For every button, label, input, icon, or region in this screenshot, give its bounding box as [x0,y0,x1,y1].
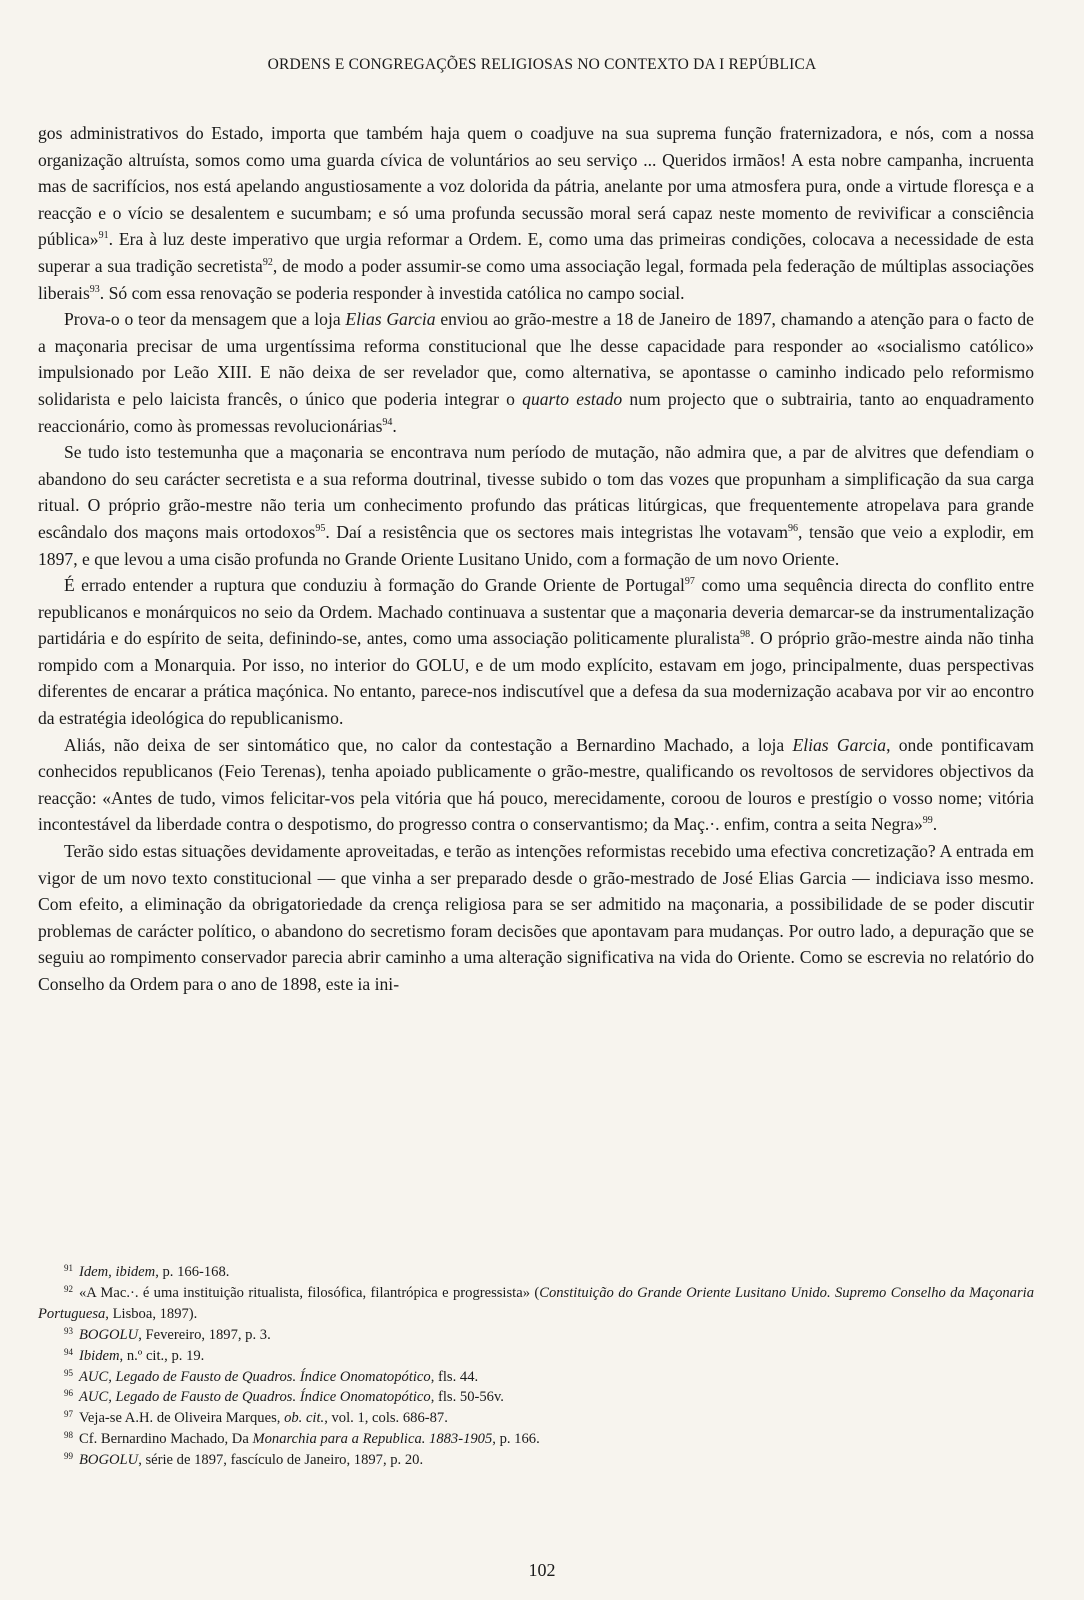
text-run: , p. 166-168. [155,1264,230,1280]
text-run: . Só com essa renovação se poderia responder à investida católica no campo social. [99,282,685,303]
text-run: . Era à luz deste imperativo que urgia reformar a Ordem. E, como uma das primeiras condições, colocava a necessidade de esta superar a sua tradição secretista [38,229,1034,276]
italic-text: Ibidem [79,1347,120,1364]
italic-text: Monarchia para a Republica. 1883-1905 [252,1431,493,1448]
text-run: , fls. 44. [430,1368,479,1385]
text-run: , fls. 50-56v. [430,1389,504,1406]
italic-text: AUC, Legado de Fausto de Quadros. Índice Onomatopótico [79,1368,431,1385]
text-run: Veja-se A.H. de Oliveira Marques, [79,1410,285,1427]
text-run: É errado entender a ruptura que conduziu à formação do Grande Oriente de Portugal [64,575,685,596]
italic-text: BOGOLU [79,1452,139,1469]
text-run: , n.º cit., p. 19. [119,1347,205,1364]
text-run: . [932,814,938,835]
text-run: Prova-o o teor da mensagem que a loja [64,309,346,330]
italic-text: AUC, Legado de Fausto de Quadros. Índice Onomatopótico [79,1389,431,1406]
text-run: num projecto que o subtrairia, tanto ao enquadramento reaccionário, como às promessas revolucionárias [38,388,1034,436]
footnote-ref: 93 [89,283,100,295]
text-run: «A Mac.·. é uma instituição ritualista, filosófica, filantrópica e progressista» ( [79,1284,540,1301]
footnote-ref: 99 [922,815,933,827]
italic-text: BOGOLU [79,1326,139,1343]
footnote [38,1429,1034,1450]
footnote-ref: 94 [382,416,393,428]
text-run: , tensão que veio a explodir, em 1897, e que levou a uma cisão profunda no Grande Oriente Lusitano Unido, com a formação de um novo Oriente. [38,521,1034,569]
italic-text: Constituição do Grande Oriente Lusitano Unido. Supremo Conselho da Maçonaria Portuguesa [38,1284,1034,1322]
footnote-number: 94 [64,1346,73,1357]
running-head: ORDENS E CONGREGAÇÕES RELIGIOSAS NO CONTEXTO DA I REPÚBLICA [267,56,817,73]
paragraph [38,439,1034,572]
text-run: como uma sequência directa do conflito entre republicanos e monárquicos no seio da Ordem. Machado continuava a sustentar que a maçonaria deveria demarcar-se da instrumentalização partidária e do espírito de seita, definindo-se, antes, como uma associação politicamente pluralista [38,575,1035,649]
body-text [38,120,1034,998]
footnote-number: 99 [64,1451,73,1462]
text-run: , Lisboa, 1897). [105,1305,198,1322]
paragraph [38,732,1034,838]
footnote [38,1367,1034,1388]
text-run: gos administrativos do Estado, importa que também haja quem o coadjuve na sua suprema função fraternizadora, e nós, com a nossa organização altruísta, somos como uma guarda cívica de voluntários ao seu serviço ... Queridos irmãos! A esta nobre campanha, incruenta mas de sacrifícios, nos está apelando angustiosamente a voz dolorida da pátria, anelante por uma atmosfera pura, onde a virtude floresça e a reacção e o vício se desalentem e sucumbam; e só uma profunda secussão moral será capaz neste momento de revivificar a consciência pública» [38,123,1034,250]
text-run: , de modo a poder assumir-se como uma associação legal, formada pela federação de múltiplas associações liberais [38,255,1034,303]
paragraph [38,120,1034,306]
footnote-number: 98 [64,1430,73,1441]
footnote-number: 92 [64,1283,73,1294]
footnote [38,1283,1034,1325]
footnote-ref: 95 [315,522,326,534]
text-run: Terão sido estas situações devidamente aproveitadas, e terão as intenções reformistas recebido uma efectiva concretização? A entrada em vigor de um novo texto constitucional — que vinha a ser preparado desde o grão-mestrado de José Elias Garcia — indiciava isso mesmo. Com efeito, a eliminação da obrigatoriedade da crença religiosa para se ser admitido na maçonaria, a possibilidade de se poder discutir problemas de carácter político, o abandono do secretismo foram decisões que apontavam para mudanças. Por outro lado, a depuração que se seguiu ao rompimento conservador parecia abrir caminho a uma alteração significativa na vida do Oriente. Como se escrevia no relatório do Conselho da Ordem para o ano de 1898, este ia ini- [38,841,1034,994]
footnote-ref: 97 [684,576,695,588]
footnote-ref: 96 [788,522,799,534]
footnotes [38,1262,1034,1471]
text-run: , vol. 1, cols. 686-87. [324,1410,448,1427]
footnote [38,1408,1034,1429]
footnote [38,1450,1034,1471]
footnote-ref: 92 [262,256,273,268]
text-run: Cf. Bernardino Machado, Da [79,1431,253,1448]
page-number: 102 [528,1560,556,1580]
footnote [38,1262,1034,1283]
paragraph [38,838,1034,998]
text-run: . Daí a resistência que os sectores mais integristas lhe votavam [325,521,789,542]
text-run: . [392,415,397,436]
text-run: , onde pontificavam conhecidos republicanos (Feio Terenas), tenha apoiado publicamente o grão-mestre, qualificando os revoltosos de servidores objectivos da reacção: «Antes de tudo, vimos felicitar-vos pela vitória que há pouco, merecidamente, coroou de louros e prestígio o vosso nome; vitória incontestável da liberdade contra o despotismo, do progresso contra o conservantismo; da Maç.·. enfim, contra a seita Negra» [38,734,1034,835]
paragraph [38,306,1034,439]
text-run: enviou ao grão-mestre a 18 de Janeiro de 1897, chamando a atenção para o facto de a maçonaria precisar de uma urgentíssima reforma constitucional que lhe desse capacidade para responder ao «socialismo católico» impulsionado por Leão XIII. E não deixa de ser revelador que, como alternativa, se apontasse o caminho indicado pelo reformismo solidarista e pelo laicista francês, o único que poderia integrar o [38,309,1034,409]
footnote-number: 97 [64,1409,73,1420]
footnote [38,1325,1034,1346]
paragraph [38,572,1034,732]
text-run: Se tudo isto testemunha que a maçonaria se encontrava num período de mutação, não admira que, a par de alvitres que defendiam o abandono do seu carácter secretista e a sua reforma doutrinal, tivesse subido o tom das vozes que propunham a simplificação da sua carga ritual. O próprio grão-mestre não teria um conhecimento profundo das práticas litúrgicas, que frequentemente atropelava para grande escândalo dos maçons mais ortodoxos [38,442,1034,542]
footnote-ref: 98 [740,629,751,641]
footnote [38,1346,1034,1367]
italic-text: ob. cit. [284,1410,325,1427]
text-run: Aliás, não deixa de ser sintomático que, no calor da contestação a Bernardino Machado, a loja [64,734,793,755]
text-run: , Fevereiro, 1897, p. 3. [138,1326,271,1343]
text-run: , p. 166. [492,1431,540,1448]
italic-text: quarto estado [522,388,623,409]
footnote-number: 91 [64,1263,73,1273]
footnote-number: 96 [64,1388,73,1399]
italic-text: Elias Garcia [345,309,436,330]
italic-text: Idem, ibidem [79,1264,156,1280]
footnote [38,1387,1034,1408]
text-run: . O próprio grão-mestre ainda não tinha rompido com a Monarquia. Por isso, no interior do GOLU, e de um modo explícito, estavam em jogo, principalmente, duas perspectivas diferentes de encarar a prática maçónica. No entanto, parece-nos indiscutível que a defesa da sua modernização acabava por vir ao encontro da estratégia ideológica do republicanismo. [38,628,1034,729]
footnote-number: 95 [64,1367,73,1378]
italic-text: Elias Garcia [792,734,887,755]
footnote-ref: 91 [98,230,109,242]
footnote-number: 93 [64,1325,73,1336]
text-run: , série de 1897, fascículo de Janeiro, 1897, p. 20. [138,1452,424,1469]
